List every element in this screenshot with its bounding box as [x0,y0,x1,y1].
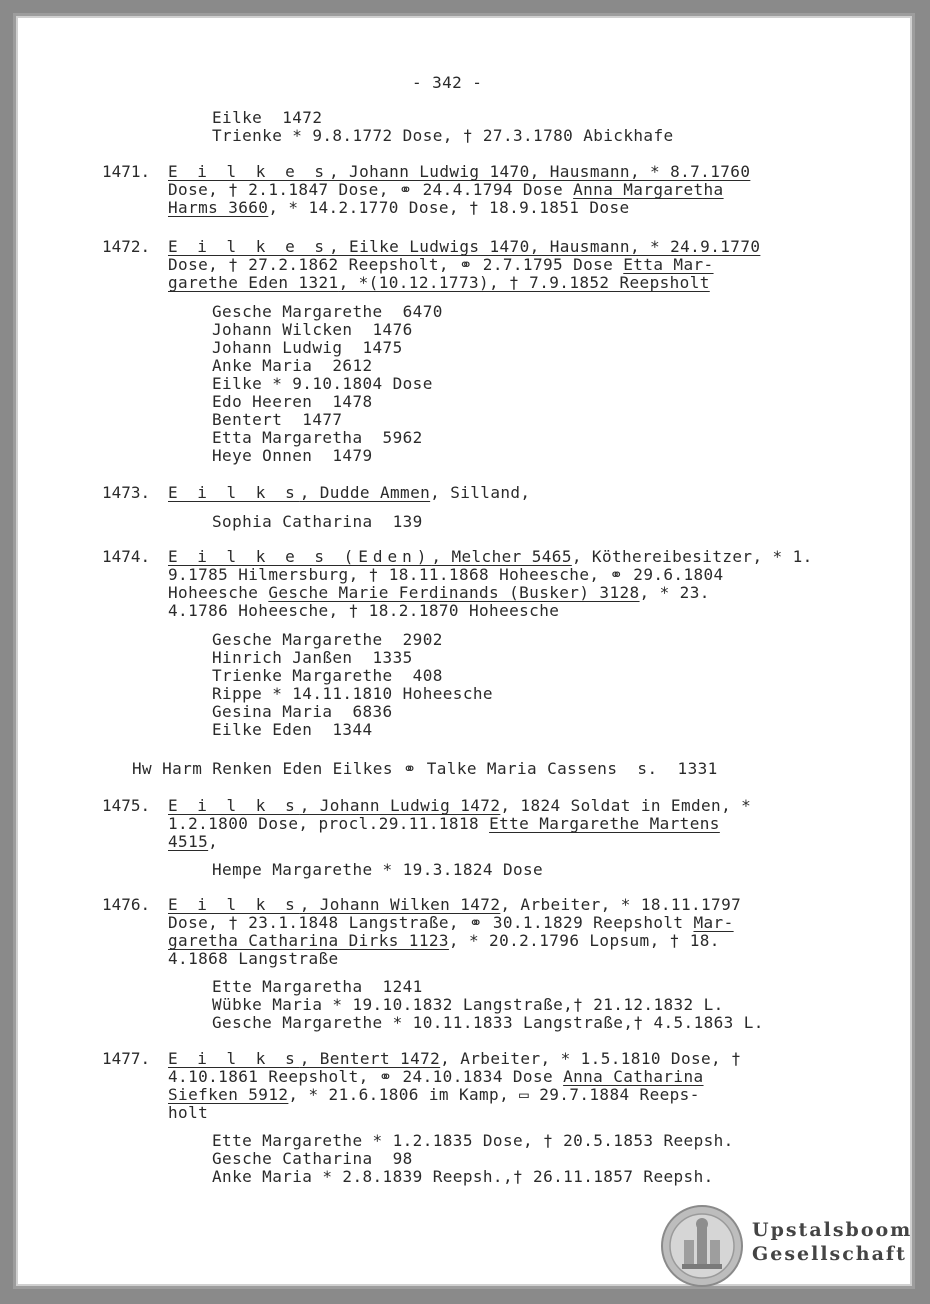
entry-line-2 [168,914,734,932]
entry-number: 1476. [102,895,151,914]
child-line: Johann Wilcken 1476 [212,320,413,339]
child-line: Sophia Catharina 139 [212,512,423,531]
entry-text: , Arbeiter, * 1.5.1810 Dose, † [440,1049,742,1068]
entry-line-3 [168,932,720,950]
entry-surname: E i l k s [168,1049,300,1068]
child-line: Hinrich Janßen 1335 [212,648,413,667]
entry-text: 1.2.1800 Dose, procl.29.11.1818 [168,814,490,833]
entry-line-4: 4.1868 Langstraße [168,949,339,968]
entry-text: Hoheesche [168,583,269,602]
entry-text: Dose, † 27.2.1862 Reepsholt, ⚭ 2.7.1795 Dose [168,255,624,274]
entry-line-2 [168,256,714,274]
child-line: Bentert 1477 [212,410,343,429]
entry-line-1 [168,1050,741,1068]
spouse-name: garetha Catharina Dirks 1123 [168,931,449,950]
entry-text: , Johann Ludwig 1470, Hausmann, * 8.7.1760 [328,162,751,181]
child-line: Ette Margaretha 1241 [212,977,423,996]
entry-surname: E i l k e s [168,162,329,181]
entry-text: Dose, † 23.1.1848 Langstraße, ⚭ 30.1.1829 Reepsholt [168,913,694,932]
child-line: Etta Margaretha 5962 [212,428,423,447]
entry-text: , Arbeiter, * 18.11.1797 [500,895,742,914]
entry-line-2: 9.1785 Hilmersburg, † 18.11.1868 Hoheesche, ⚭ 29.6.1804 [168,565,724,584]
entry-line-1 [168,896,741,914]
entry-line-2 [168,181,724,199]
child-line: Heye Onnen 1479 [212,446,373,465]
intro-line-1: Eilke 1472 [212,108,323,127]
intro-line-2: Trienke * 9.8.1772 Dose, † 27.3.1780 Abickhafe [212,126,674,145]
entry-surname: E i l k s [168,895,300,914]
entry-text: , * 21.6.1806 im Kamp, ▭ 29.7.1884 Reeps- [288,1085,700,1104]
entry-text: , * 23. [639,583,710,602]
entry-surname: E i l k e s [168,237,329,256]
entry-line-3 [168,199,630,217]
logo-text [752,1218,912,1266]
entry-text: 4.10.1861 Reepsholt, ⚭ 24.10.1834 Dose [168,1067,564,1086]
entry-text: , 1824 Soldat in Emden, * [500,796,752,815]
upstalsboom-seal-icon [660,1204,744,1288]
child-line: Wübke Maria * 19.10.1832 Langstraße,† 21.12.1832 L. [212,995,724,1014]
child-line: Hempe Margarethe * 19.3.1824 Dose [212,860,544,879]
entry-text: , Johann Ludwig 1472 [299,796,501,815]
entry-line-4: holt [168,1103,209,1122]
spouse-name: Ette Margarethe Martens [489,814,720,833]
entry-text: , Dudde Ammen [299,483,431,502]
entry-line-3 [168,584,710,602]
entry-number: 1472. [102,237,151,256]
entry-text: , Bentert 1472 [299,1049,441,1068]
entry-line-2 [168,1068,704,1086]
logo-line-2: Gesellschaft [752,1243,907,1265]
child-line: Gesche Margarethe 2902 [212,630,443,649]
child-line: Rippe * 14.11.1810 Hoheesche [212,684,493,703]
entry-surname: E i l k s [168,483,300,502]
entry-line-3 [168,1086,700,1104]
spouse-name: Harms 3660 [168,198,269,217]
spouse-name: Gesche Marie Ferdinands (Busker) 3128 [268,583,640,602]
document-page [16,16,912,1286]
spouse-name: Siefken 5912 [168,1085,289,1104]
entry-text: , Eilke Ludwigs 1470, Hausmann, * 24.9.1770 [328,237,761,256]
child-line: Gesina Maria 6836 [212,702,393,721]
spouse-name: 4515 [168,832,209,851]
child-line: Eilke Eden 1344 [212,720,373,739]
entry-line-3 [168,274,710,292]
entry-text: , Köthereibesitzer, * 1. [571,547,813,566]
entry-text: , Silland, [430,483,531,502]
entry-line-1 [168,238,760,256]
entry-number: 1474. [102,547,151,566]
spouse-name: Etta Mar- [623,255,714,274]
child-line: Gesche Catharina 98 [212,1149,413,1168]
entry-text: , * 14.2.1770 Dose, † 18.9.1851 Dose [268,198,630,217]
entry-text: , Johann Wilken 1472 [299,895,501,914]
entry-number: 1473. [102,483,151,502]
child-line: Anke Maria 2612 [212,356,373,375]
entry-surname: E i l k s [168,796,300,815]
entry-line-1 [168,163,750,181]
child-line: Eilke * 9.10.1804 Dose [212,374,433,393]
entry-line-1 [168,484,530,502]
entry-line-2 [168,815,720,833]
hw-note: Hw Harm Renken Eden Eilkes ⚭ Talke Maria Cassens s. 1331 [132,759,718,778]
entry-text: , [208,832,219,851]
entry-text: , Melcher 5465 [431,547,572,566]
entry-line-1 [168,797,751,815]
logo-line-1: Upstalsboom [752,1219,913,1241]
entry-line-1 [168,548,813,566]
child-line: Johann Ludwig 1475 [212,338,403,357]
spouse-name: Anna Catharina [563,1067,704,1086]
child-line: Gesche Margarethe 6470 [212,302,443,321]
spouse-name: Anna Margaretha [573,180,724,199]
spouse-name: garethe Eden 1321 [168,273,339,292]
child-line: Trienke Margarethe 408 [212,666,443,685]
spouse-name: Mar- [693,913,734,932]
entry-text: , *(10.12.1773), † 7.9.1852 Reepsholt [338,273,710,292]
child-line: Anke Maria * 2.8.1839 Reepsh.,† 26.11.1857 Reepsh. [212,1167,714,1186]
entry-number: 1475. [102,796,151,815]
child-line: Gesche Margarethe * 10.11.1833 Langstraße,† 4.5.1863 L. [212,1013,764,1032]
page-number: - 342 - [412,73,483,92]
child-line: Edo Heeren 1478 [212,392,373,411]
entry-line-3 [168,833,218,851]
entry-surname: E i l k e s (Eden) [168,547,432,566]
child-line: Ette Margarethe * 1.2.1835 Dose, † 20.5.1853 Reepsh. [212,1131,734,1150]
entry-number: 1477. [102,1049,151,1068]
entry-text: , * 20.2.1796 Lopsum, † 18. [448,931,720,950]
entry-number: 1471. [102,162,151,181]
entry-text: Dose, † 2.1.1847 Dose, ⚭ 24.4.1794 Dose [168,180,574,199]
entry-line-4: 4.1786 Hoheesche, † 18.2.1870 Hoheesche [168,601,560,620]
